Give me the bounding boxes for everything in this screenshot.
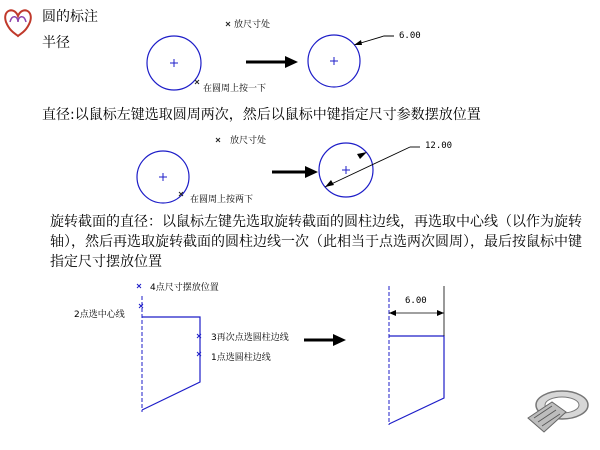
step3-label: 3再次点选圆柱边线: [211, 333, 289, 343]
step2-label: 2点选中心线: [74, 310, 125, 320]
radius-place-mark: [226, 22, 230, 26]
radius-place-label: 放尺寸处: [234, 20, 271, 30]
radius-click-label: 在圆周上按一下: [203, 84, 267, 94]
diameter-place-label: 放尺寸处: [230, 136, 267, 146]
radius-leader: [354, 36, 394, 45]
diameter-click-label: 在圆周上按两下: [190, 195, 254, 205]
diameter-place-mark: [216, 138, 220, 142]
diameter-center-cross-after: [342, 166, 350, 174]
pick-mark-4: [137, 284, 141, 288]
radius-pick-mark: [195, 80, 199, 84]
diameter-instruction: 直径:以鼠标左键选取圆周两次，然后以鼠标中键指定尺寸参数摆放位置: [42, 107, 481, 123]
page-title: 圆的标注: [42, 9, 98, 25]
dimension-line: [389, 310, 444, 316]
step1-label: 1点选圆柱边线: [211, 353, 271, 363]
step4-label: 4点尺寸摆放位置: [150, 283, 219, 293]
diameter-center-cross: [159, 173, 167, 181]
revolve-arrow: [304, 334, 346, 346]
radius-heading: 半径: [42, 35, 70, 51]
radius-arrow: [246, 56, 298, 68]
logo-icon: [5, 10, 31, 36]
revolve-profile-after: [389, 336, 444, 424]
diameter-dimension-value: 12.00: [425, 141, 453, 151]
revolve-instruction: 旋转截面的直径：以鼠标左键先选取旋转截面的圆柱边线，再选取中心线（以作为旋转轴），然后再选取旋转截面的圆柱边线一次（此相当于点选两次圆周），最后按鼠标中键指定尺寸摆放位置: [50, 214, 582, 270]
decorative-device-icon: [528, 391, 588, 432]
radius-center-cross: [170, 59, 178, 67]
radius-center-cross-after: [330, 57, 338, 65]
diameter-arrow: [272, 166, 318, 178]
revolve-profile: [142, 317, 200, 410]
radius-dimension-value: 6.00: [399, 31, 421, 41]
revolve-dimension-value: 6.00: [405, 296, 427, 306]
